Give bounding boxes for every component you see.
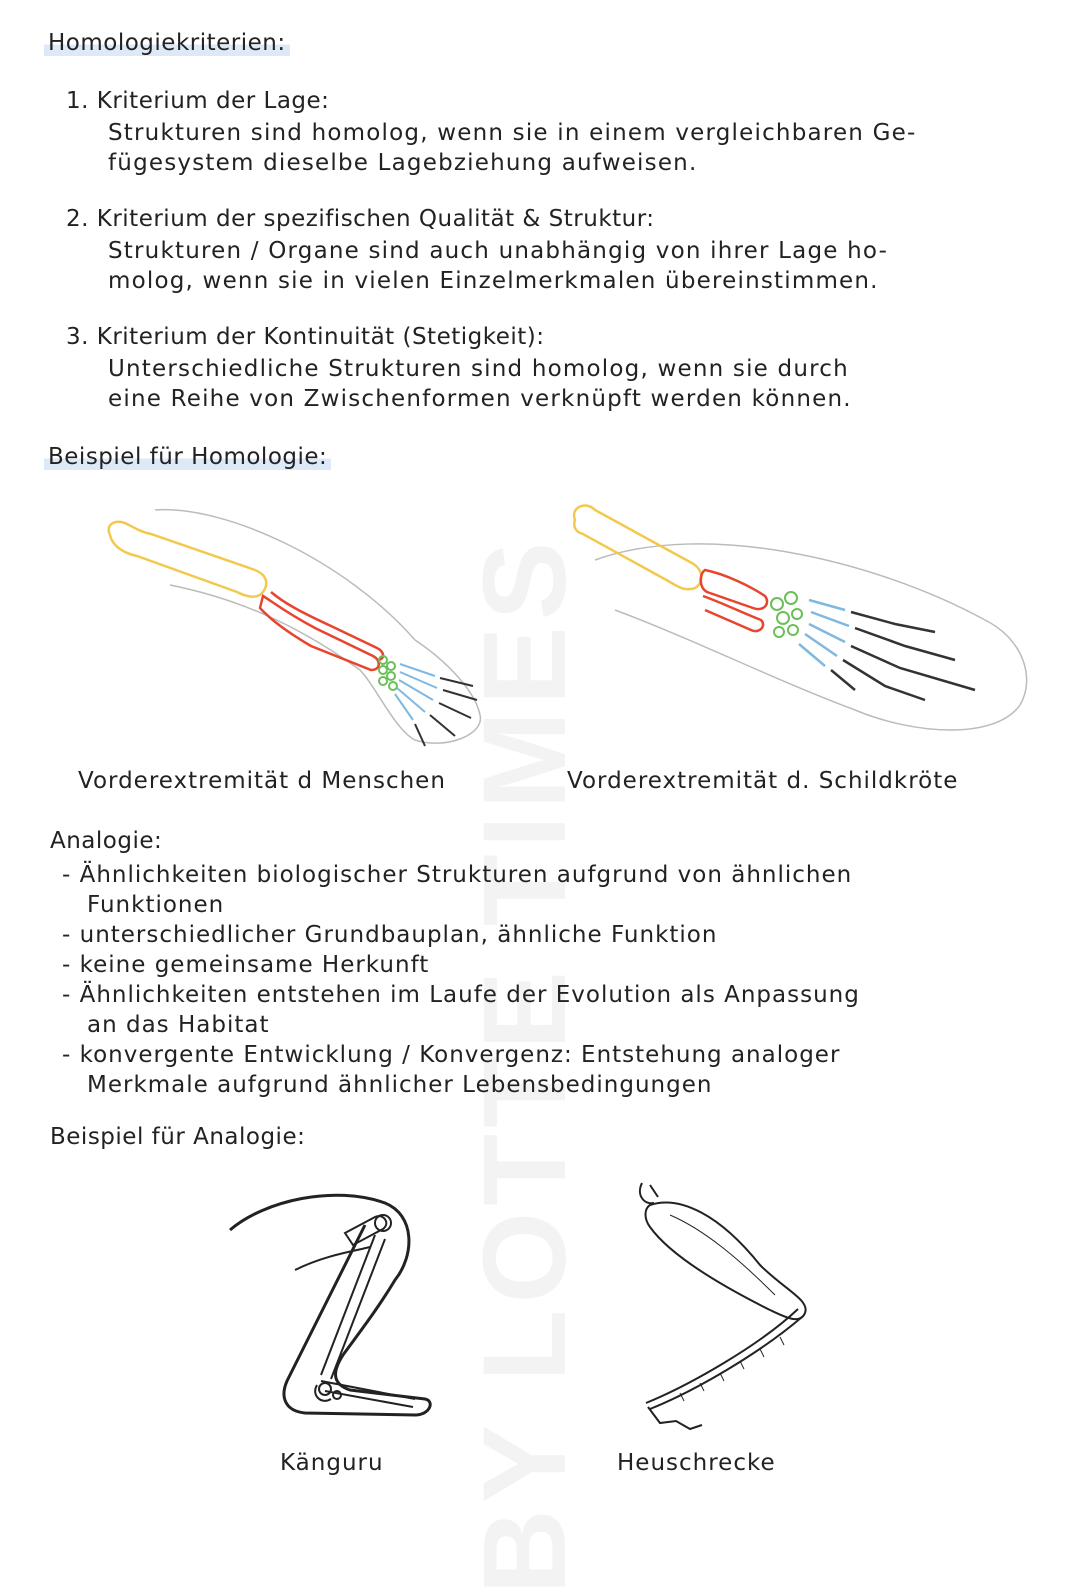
criterion-1-title: 1. Kriterium der Lage:	[66, 88, 330, 114]
criterion-1-line: Strukturen sind homolog, wenn sie in einem vergleichbaren Ge-	[108, 120, 917, 146]
radius-bone	[701, 570, 767, 609]
bullet-line: Funktionen	[87, 892, 225, 918]
list-item	[62, 860, 860, 920]
list-item	[62, 950, 860, 980]
humerus-bone	[574, 505, 701, 589]
phalanges	[831, 612, 975, 700]
bullet-line: - unterschiedlicher Grundbauplan, ähnliche Funktion	[62, 922, 718, 948]
criterion-3-title: 3. Kriterium der Kontinuität (Stetigkeit):	[66, 324, 545, 350]
analogy-heading: Analogie:	[50, 828, 163, 854]
carpal-bones	[379, 656, 397, 690]
tibia-segment	[646, 1309, 802, 1409]
bullet-line: - Ähnlichkeiten entstehen im Laufe der Evolution als Anpassung	[62, 982, 860, 1008]
humerus-bone	[109, 522, 267, 597]
metacarpal-bones	[799, 600, 849, 666]
radius-bone	[260, 596, 379, 670]
criterion-3-line: eine Reihe von Zwischenformen verknüpft werden können.	[108, 386, 852, 412]
femur-segment	[646, 1203, 806, 1320]
criterion-1-body	[108, 118, 916, 178]
turtle-forelimb-caption: Vorderextremität d. Schildkröte	[567, 768, 959, 794]
criterion-3-body	[108, 354, 852, 414]
criterion-2-title: 2. Kriterium der spezifischen Qualität & Struktur:	[66, 206, 655, 232]
criterion-1-line: fügesystem dieselbe Lagebziehung aufweisen.	[108, 150, 698, 176]
bullet-line: - keine gemeinsame Herkunft	[62, 952, 430, 978]
tarsus-segment	[648, 1407, 702, 1429]
homology-example-heading: Beispiel für Homologie:	[44, 444, 331, 470]
bullet-line: - Ähnlichkeiten biologischer Strukturen aufgrund von ähnlichen	[62, 862, 853, 888]
grasshopper-leg-drawing	[610, 1175, 820, 1435]
human-forelimb-caption: Vorderextremität d Menschen	[78, 768, 446, 794]
grasshopper-caption: Heuschrecke	[617, 1450, 776, 1476]
human-forelimb-drawing	[95, 500, 515, 770]
list-item	[62, 920, 860, 950]
criterion-2-body	[108, 236, 888, 296]
list-item	[62, 1040, 860, 1100]
analogy-example-heading: Beispiel für Analogie:	[50, 1124, 306, 1150]
bullet-line: an das Habitat	[87, 1012, 270, 1038]
metacarpal-bones	[395, 664, 437, 720]
kangaroo-caption: Känguru	[280, 1450, 384, 1476]
list-item	[62, 980, 860, 1040]
criterion-2-line: molog, wenn sie in vielen Einzelmerkmalen übereinstimmen.	[108, 268, 879, 294]
homology-criteria-heading: Homologiekriterien:	[44, 30, 290, 56]
analogy-bullet-list	[62, 860, 860, 1100]
criterion-2-line: Strukturen / Organe sind auch unabhängig von ihrer Lage ho-	[108, 238, 889, 264]
carpal-bones	[771, 592, 802, 637]
criterion-3-line: Unterschiedliche Strukturen sind homolog, wenn sie durch	[108, 356, 849, 382]
bullet-line: Merkmale aufgrund ähnlicher Lebensbedingungen	[87, 1072, 713, 1098]
kangaroo-leg-drawing	[225, 1185, 435, 1425]
bullet-line: - konvergente Entwicklung / Konvergenz: Entstehung analoger	[62, 1042, 841, 1068]
turtle-forelimb-drawing	[555, 500, 1045, 750]
